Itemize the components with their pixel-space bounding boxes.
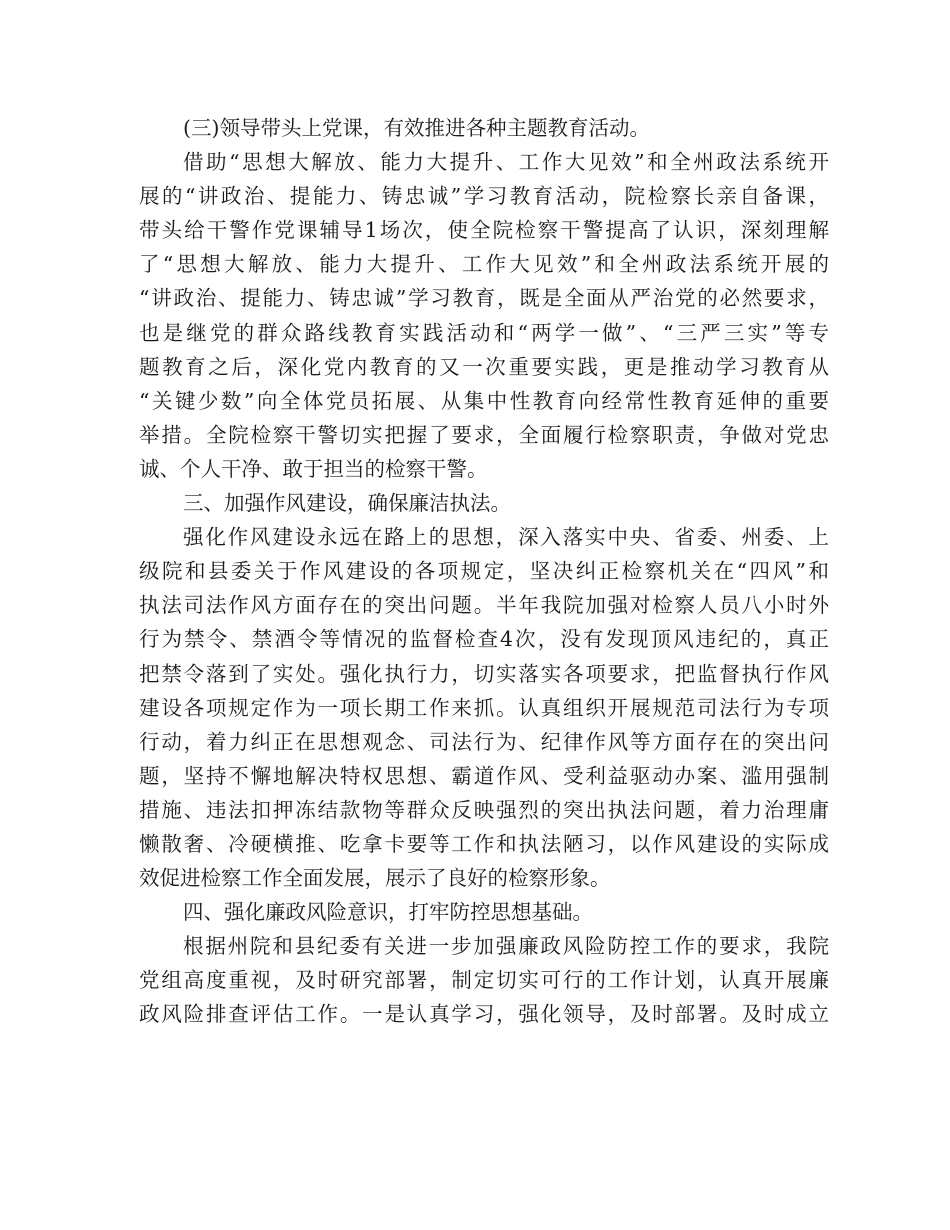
text-line: 措施、违法扣押冻结款物等群众反映强烈的突出执法问题，着力治理庸 xyxy=(139,797,829,822)
text-line: 党组高度重视，及时研究部署，制定切实可行的工作计划，认真开展廉 xyxy=(139,968,829,993)
text-line: 题教育之后，深化党内教育的又一次重要实践，更是推动学习教育从 xyxy=(139,354,829,379)
text-line: 效促进检察工作全面发展，展示了良好的检察形象。 xyxy=(139,866,611,891)
text-line: 强化作风建设永远在路上的思想，深入落实中央、省委、州委、上 xyxy=(183,525,829,550)
text-line: 执法司法作风方面存在的突出问题。半年我院加强对检察人员八小时外 xyxy=(139,593,829,618)
text-line: 诚、个人干净、敢于担当的检察干警。 xyxy=(139,456,488,481)
document-body xyxy=(139,111,829,1032)
text-line: 带头给干警作党课辅导1场次，使全院检察干警提高了认识，深刻理解 xyxy=(139,218,829,243)
text-line: 借助“思想大解放、能力大提升、工作大见效”和全州政法系统开 xyxy=(183,150,829,175)
text-line: 懒散奢、冷硬横推、吃拿卡要等工作和执法陋习，以作风建设的实际成 xyxy=(139,831,829,856)
text-line: 三、加强作风建设，确保廉洁执法。 xyxy=(183,491,511,516)
text-line: 举措。全院检察干警切实把握了要求，全面履行检察职责，争做对党忠 xyxy=(139,422,829,447)
text-line: 四、强化廉政风险意识，打牢防控思想基础。 xyxy=(183,900,593,925)
text-line: 展的“讲政治、提能力、铸忠诚”学习教育活动，院检察长亲自备课， xyxy=(139,184,829,209)
text-line: 建设各项规定作为一项长期工作来抓。认真组织开展规范司法行为专项 xyxy=(139,695,829,720)
text-line: 行为禁令、禁酒令等情况的监督检查4次，没有发现顶风违纪的，真正 xyxy=(139,627,829,652)
text-line: “关键少数”向全体党员拓展、从集中性教育向经常性教育延伸的重要 xyxy=(139,388,829,413)
text-line: 级院和县委关于作风建设的各项规定，坚决纠正检察机关在“四风”和 xyxy=(139,559,829,584)
text-line: 也是继党的群众路线教育实践活动和“两学一做”、“三严三实”等专 xyxy=(139,320,829,345)
text-line: 行动，着力纠正在思想观念、司法行为、纪律作风等方面存在的突出问 xyxy=(139,729,829,754)
text-line: (三)领导带头上党课，有效推进各种主题教育活动。 xyxy=(183,116,650,140)
text-line: 政风险排查评估工作。一是认真学习，强化领导，及时部署。及时成立 xyxy=(139,1002,829,1027)
text-line: 了“思想大解放、能力大提升、工作大见效”和全州政法系统开展的 xyxy=(139,252,829,277)
text-line: “讲政治、提能力、铸忠诚”学习教育，既是全面从严治党的必然要求， xyxy=(139,286,829,311)
text-line: 根据州院和县纪委有关进一步加强廉政风险防控工作的要求，我院 xyxy=(183,934,829,959)
text-line: 把禁令落到了实处。强化执行力，切实落实各项要求，把监督执行作风 xyxy=(139,661,829,686)
text-line: 题，坚持不懈地解决特权思想、霸道作风、受利益驱动办案、滥用强制 xyxy=(139,763,829,788)
